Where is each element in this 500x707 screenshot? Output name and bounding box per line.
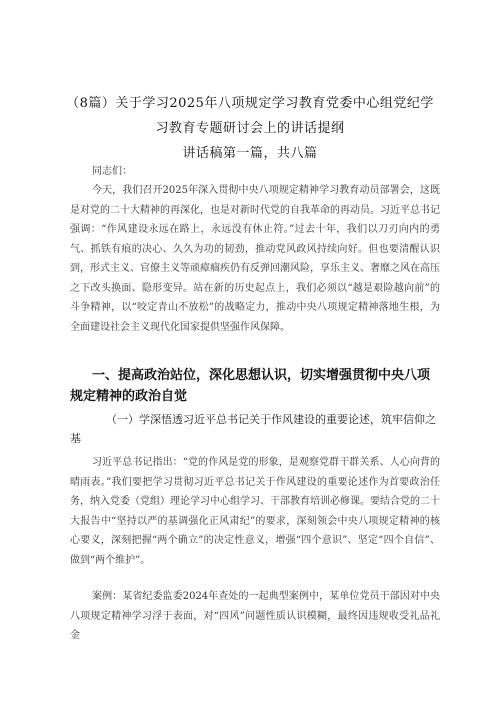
salutation: 同志们： [92, 166, 132, 177]
subsection-heading-1: （一）学深悟透习近平总书记关于作风建设的重要论述，筑牢信仰之基 [70, 413, 436, 445]
intro-paragraph: 今天，我们召开2025年深入贯彻中央八项规定精神学习教育动员部署会，这既是对党的二十大精神的再深化，也是对新时代党的自我革命的再动员。习近平总书记强调：“作风建设永远在路上，永远没有休止符。”过去十年，我们以刀刃向内的勇气、抓铁有痕的决心、久久为功的韧劲，推动党风政风持续向好。但也要清醒认识到，形式主义、官僚主义等顽瘴痼疾仍有反弹回潮风险，享乐主义、奢靡之风在高压之下改头换面、隐形变异。站在新的历史起点上，我们必须以“越是艰险越向前”的斗争精神，以“咬定青山不放松”的战略定力，推动中央八项规定精神落地生根，为全面建设社会主义现代化国家提供坚强作风保障。 [70, 185, 440, 333]
quote-paragraph: 习近平总书记指出：“党的作风是党的形象，是观察党群干群关系、人心向背的晴雨表。”我们要把学习贯彻习近平总书记关于作风建设的重要论述作为首要政治任务，纳入党委（党组）理论学习中心组学习、干部教育培训必修课。要结合党的二十大报告中“坚持以严的基调强化正风肃纪”的要求，深刻领会中央八项规定精神的核心要义，深刻把握“两个确立”的决定性意义，增强“四个意识”、坚定“四个自信”、做到“两个维护”。 [70, 457, 440, 566]
document-title-line-1: （8篇）关于学习2025年八项规定学习教育党委中心组党纪学 [66, 96, 434, 111]
document-title-line-2: 习教育专题研讨会上的讲话提纲 [155, 121, 345, 136]
section-heading-1: 一、提高政治站位，深化思想认识，切实增强贯彻中央八项规定精神的政治自觉 [70, 368, 431, 404]
case-paragraph: 案例：某省纪委监委2024年查处的一起典型案例中，某单位党员干部因对中央八项规定精神学习浮于表面，对“四风”问题性质认识模糊，最终因违规收受礼品礼金 [70, 591, 440, 641]
document-subtitle: 讲话稿第一篇，共八篇 [182, 146, 318, 161]
